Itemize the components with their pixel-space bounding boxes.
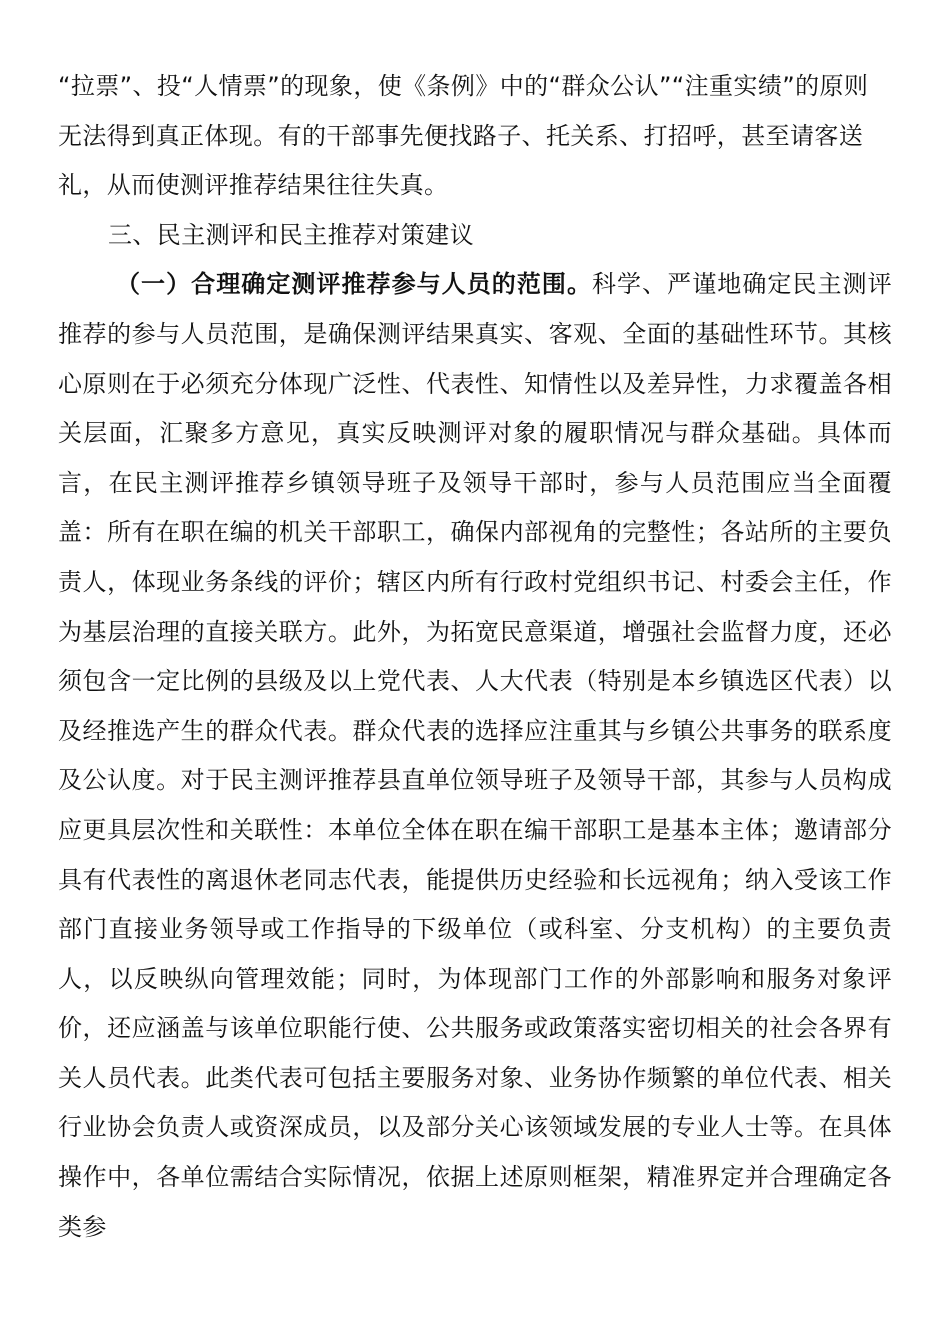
subsection-paragraph [58, 260, 892, 1252]
continuation-paragraph: “拉票”、投“人情票”的现象，使《条例》中的“群众公认”“注重实绩”的原则无法得到真正体现。有的干部事先便找路子、托关系、打招呼，甚至请客送礼，从而使测评推荐结果往往失真。 [58, 72, 869, 200]
subsection-body: 科学、严谨地确定民主测评推荐的参与人员范围，是确保测评结果真实、客观、全面的基础性环节。其核心原则在于必须充分体现广泛性、代表性、知情性以及差异性，力求覆盖各相关层面，汇聚多方意见，真实反映测评对象的履职情况与群众基础。具体而言，在民主测评推荐乡镇领导班子及领导干部时，参与人员范围应当全面覆盖：所有在职在编的机关干部职工，确保内部视角的完整性；各站所的主要负责人，体现业务条线的评价；辖区内所有行政村党组织书记、村委会主任，作为基层治理的直接关联方。此外，为拓宽民意渠道，增强社会监督力度，还必须包含一定比例的县级及以上党代表、人大代表（特别是本乡镇选区代表）以及经推选产生的群众代表。群众代表的选择应注重其与乡镇公共事务的联系度及公认度。对于民主测评推荐县直单位领导班子及领导干部，其参与人员构成应更具层次性和关联性：本单位全体在职在编干部职工是基本主体；邀请部分具有代表性的离退休老同志代表，能提供历史经验和长远视角；纳入受该工作部门直接业务领导或工作指导的下级单位（或科室、分支机构）的主要负责人，以反映纵向管理效能；同时，为体现部门工作的外部影响和服务对象评价，还应涵盖与该单位职能行使、公共服务或政策落实密切相关的社会各界有关人员代表。此类代表可包括主要服务对象、业务协作频繁的单位代表、相关行业协会负责人或资深成员，以及部分关心该领域发展的专业人士等。在具体操作中，各单位需结合实际情况，依据上述原则框架，精准界定并合理确定各类参 [58, 270, 892, 1241]
section-heading: 三、民主测评和民主推荐对策建议 [108, 220, 474, 249]
document-body [58, 62, 892, 1252]
subsection-heading: （一）合理确定测评推荐参与人员的范围。 [116, 270, 592, 299]
